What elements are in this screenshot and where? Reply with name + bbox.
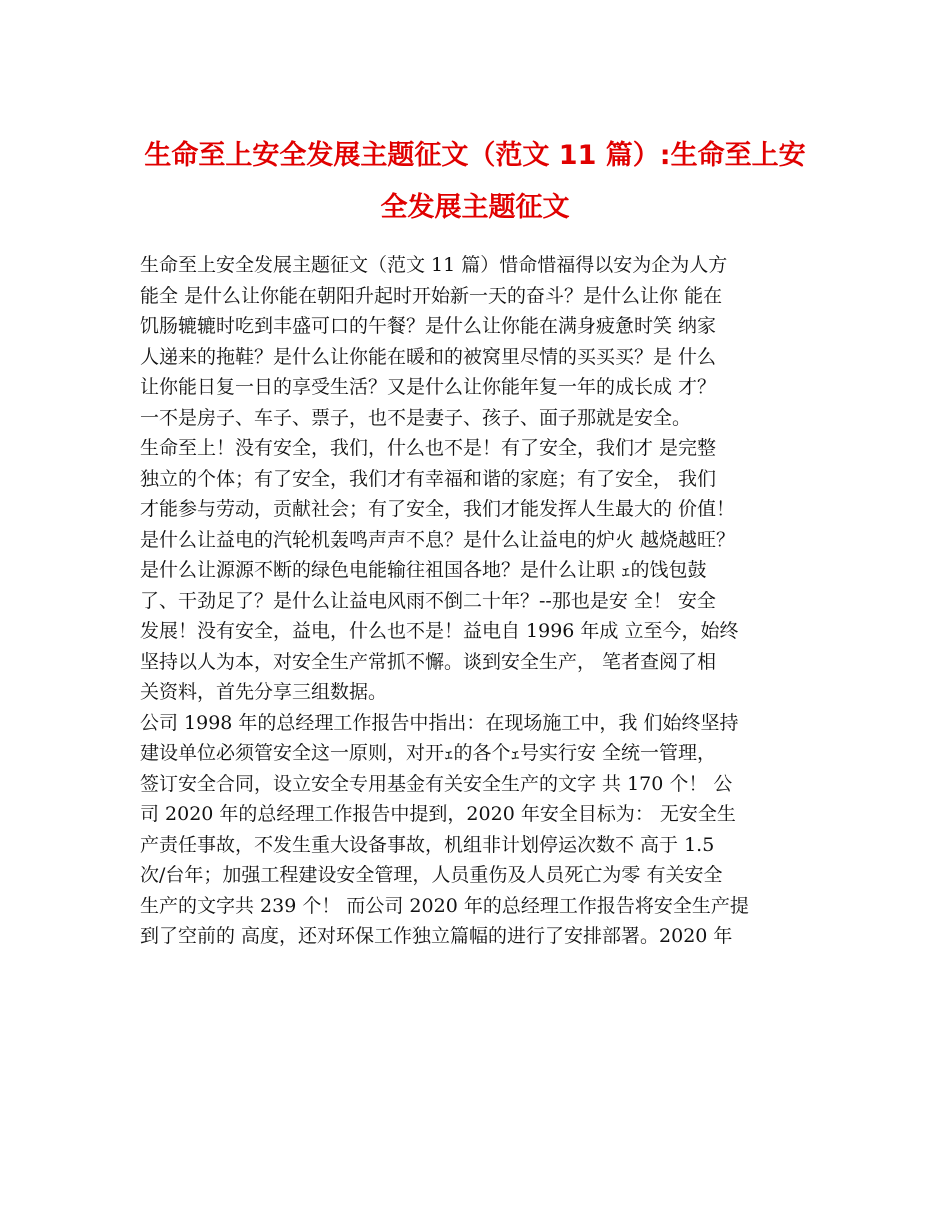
document-body: [140, 250, 820, 952]
body-line: 能全 是什么让你能在朝阳升起时开始新一天的奋斗？是什么让你 能在: [140, 284, 723, 307]
body-line: 发展！没有安全，益电，什么也不是！益电自 1996 年成 立至今，始终: [140, 620, 739, 642]
body-line: 坚持以人为本，对安全生产常抓不懈。谈到安全生产， 笔者查阅了相: [140, 650, 717, 673]
body-line: 人递来的拖鞋？是什么让你能在暖和的被窝里尽情的买买买？是 什么: [140, 345, 717, 368]
document-title: [110, 130, 840, 234]
body-line: 饥肠辘辘时吃到丰盛可口的午餐？是什么让你能在满身疲惫时笑 纳家: [140, 315, 717, 337]
body-line: 是什么让源源不断的绿色电能输往祖国各地？是什么让职 ｪ的饯包鼓: [140, 559, 707, 581]
body-line: 让你能日复一日的享受生活？又是什么让你能年复一年的成长成 才？: [140, 376, 717, 398]
body-line: 才能参与劳动，贡献社会；有了安全，我们才能发挥人生最大的 价值！: [140, 498, 736, 520]
title-line: 生命至上安全发展主题征文（范文 11 篇）:生命至上安: [144, 140, 806, 171]
title-line: 全发展主题征文: [380, 192, 570, 223]
body-line: 公司 1998 年的总经理工作报告中指出：在现场施工中，我 们始终坚持: [140, 711, 739, 734]
body-line: 是什么让益电的汽轮机轰鸣声声不息？是什么让益电的炉火 越烧越旺？: [140, 528, 736, 551]
body-line: 生命至上安全发展主题征文（范文 11 篇）惜命惜福得以安为企为人方: [140, 254, 728, 276]
body-line: 到了空前的 高度，还对环保工作独立篇幅的进行了安排部署。2020 年: [140, 925, 733, 947]
body-line: 独立的个体；有了安全，我们才有幸福和谐的家庭；有了安全， 我们: [140, 467, 717, 490]
body-line: 建设单位必须管安全这一原则，对开ｪ的各个ｪ号实行安 全统一管理，: [140, 742, 717, 764]
body-line: 生命至上！没有安全，我们，什么也不是！有了安全，我们才 是完整: [140, 437, 717, 459]
body-line: 一不是房子、车子、票子，也不是妻子、孩子、面子那就是安全。: [140, 406, 692, 429]
body-line: 次/台年；加强工程建设安全管理，人员重伤及人员死亡为零 有关安全: [140, 864, 723, 886]
body-line: 产责任事故，不发生重大设备事故，机组非计划停运次数不 高于 1.5: [140, 833, 715, 856]
body-line: 签订安全合同，设立安全专用基金有关安全生产的文字 共 170 个！ 公: [140, 772, 733, 795]
body-line: 司 2020 年的总经理工作报告中提到，2020 年安全目标为： 无安全生: [140, 803, 736, 825]
body-line: 生产的文字共 239 个！ 而公司 2020 年的总经理工作报告将安全生产提: [140, 894, 749, 917]
body-line: 了、干劲足了？是什么让益电风雨不倒二十年？--那也是安 全！ 安全: [140, 589, 716, 612]
body-line: 关资料，首先分享三组数据。: [140, 681, 388, 703]
